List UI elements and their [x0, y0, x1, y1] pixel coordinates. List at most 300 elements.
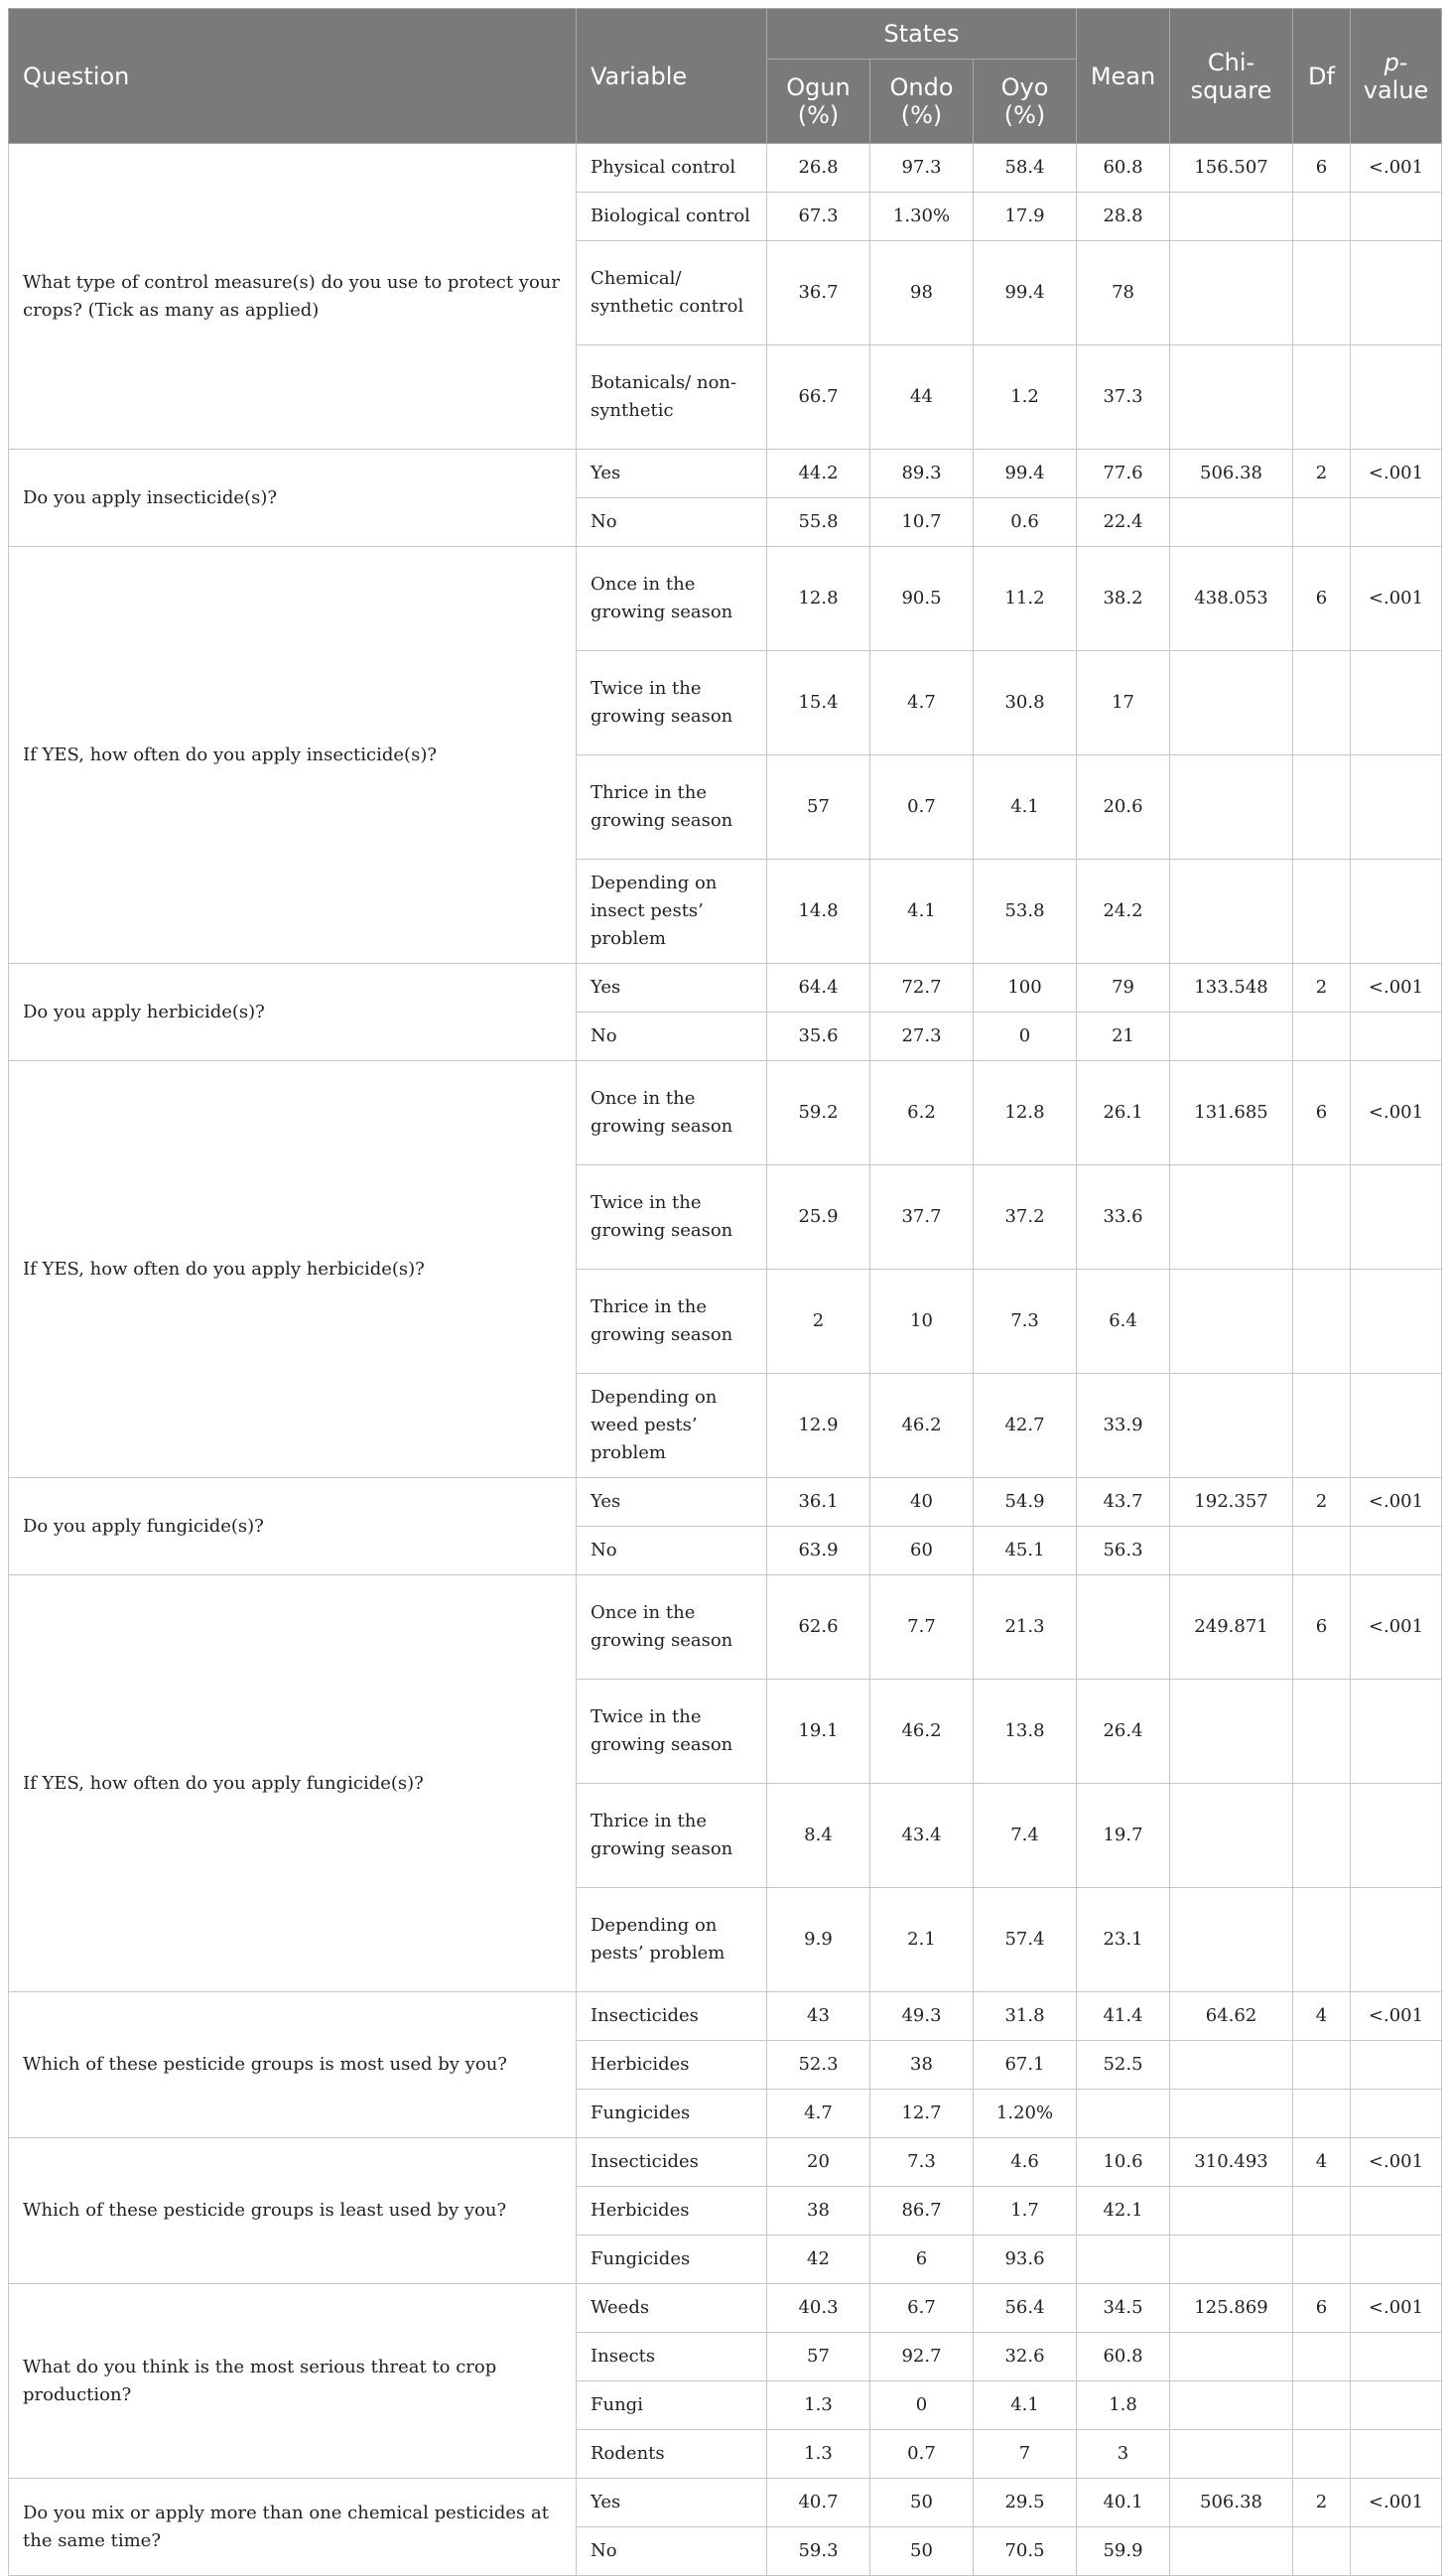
table-row — [9, 964, 1442, 1013]
chi-square-cell-empty — [1170, 2381, 1293, 2430]
mean-cell: 26.1 — [1077, 1061, 1170, 1165]
chi-square-cell-empty — [1170, 2333, 1293, 2381]
table-row — [9, 1061, 1442, 1165]
ondo-cell: 92.7 — [870, 2333, 974, 2381]
variable-cell: No — [577, 2527, 767, 2576]
p-value-cell-empty — [1351, 1270, 1442, 1374]
ogun-cell: 64.4 — [767, 964, 870, 1013]
ondo-cell: 86.7 — [870, 2187, 974, 2236]
header-p-letter: p — [1383, 48, 1399, 76]
question-cell: Which of these pesticide groups is most used by you? — [9, 1992, 577, 2138]
oyo-cell: 0.6 — [974, 498, 1077, 547]
header-oyo: Oyo (%) — [974, 60, 1077, 144]
question-cell: If YES, how often do you apply insecticide(s)? — [9, 547, 577, 964]
ogun-cell: 40.3 — [767, 2284, 870, 2333]
p-value-cell: <.001 — [1351, 964, 1442, 1013]
variable-cell: Rodents — [577, 2430, 767, 2479]
variable-cell: Herbicides — [577, 2187, 767, 2236]
p-value-cell-empty — [1351, 1784, 1442, 1888]
df-cell-empty — [1293, 2090, 1351, 2138]
chi-square-cell: 506.38 — [1170, 450, 1293, 498]
mean-cell: 77.6 — [1077, 450, 1170, 498]
variable-cell: Thrice in the growing season — [577, 755, 767, 860]
variable-cell: Thrice in the growing season — [577, 1270, 767, 1374]
p-value-cell-empty — [1351, 241, 1442, 345]
chi-square-cell: 133.548 — [1170, 964, 1293, 1013]
ondo-cell: 40 — [870, 1478, 974, 1527]
chi-square-cell-empty — [1170, 498, 1293, 547]
variable-cell: Botanicals/ non-synthetic — [577, 345, 767, 450]
df-cell: 2 — [1293, 1478, 1351, 1527]
df-cell: 2 — [1293, 2479, 1351, 2527]
mean-cell: 19.7 — [1077, 1784, 1170, 1888]
table-row — [9, 1478, 1442, 1527]
df-cell: 4 — [1293, 2138, 1351, 2187]
chi-square-cell-empty — [1170, 2236, 1293, 2284]
header-mean: Mean — [1077, 9, 1170, 144]
mean-cell: 6.4 — [1077, 1270, 1170, 1374]
oyo-cell: 93.6 — [974, 2236, 1077, 2284]
variable-cell: No — [577, 1013, 767, 1061]
ondo-cell: 27.3 — [870, 1013, 974, 1061]
oyo-cell: 30.8 — [974, 651, 1077, 755]
chi-square-cell-empty — [1170, 1013, 1293, 1061]
ondo-cell: 72.7 — [870, 964, 974, 1013]
oyo-cell: 45.1 — [974, 1527, 1077, 1575]
mean-cell — [1077, 2236, 1170, 2284]
mean-cell: 37.3 — [1077, 345, 1170, 450]
df-cell-empty — [1293, 2236, 1351, 2284]
variable-cell: Depending on pests’ problem — [577, 1888, 767, 1992]
p-value-cell-empty — [1351, 860, 1442, 964]
mean-cell: 20.6 — [1077, 755, 1170, 860]
ogun-cell: 12.9 — [767, 1374, 870, 1478]
p-value-cell: <.001 — [1351, 1478, 1442, 1527]
df-cell: 2 — [1293, 964, 1351, 1013]
table-row — [9, 144, 1442, 193]
ondo-cell: 97.3 — [870, 144, 974, 193]
df-cell: 6 — [1293, 1061, 1351, 1165]
mean-cell: 43.7 — [1077, 1478, 1170, 1527]
df-cell-empty — [1293, 2187, 1351, 2236]
mean-cell: 26.4 — [1077, 1680, 1170, 1784]
mean-cell — [1077, 1575, 1170, 1680]
variable-cell: Fungi — [577, 2381, 767, 2430]
table-row — [9, 450, 1442, 498]
chi-square-cell: 249.871 — [1170, 1575, 1293, 1680]
question-cell: Which of these pesticide groups is least used by you? — [9, 2138, 577, 2284]
df-cell: 2 — [1293, 450, 1351, 498]
ondo-cell: 37.7 — [870, 1165, 974, 1270]
ogun-cell: 40.7 — [767, 2479, 870, 2527]
p-value-cell-empty — [1351, 1888, 1442, 1992]
p-value-cell-empty — [1351, 2381, 1442, 2430]
ondo-cell: 4.7 — [870, 651, 974, 755]
ogun-cell: 52.3 — [767, 2041, 870, 2090]
ondo-cell: 49.3 — [870, 1992, 974, 2041]
ondo-cell: 7.3 — [870, 2138, 974, 2187]
variable-cell: Insecticides — [577, 2138, 767, 2187]
p-value-cell: <.001 — [1351, 450, 1442, 498]
p-value-cell: <.001 — [1351, 1992, 1442, 2041]
ogun-cell: 1.3 — [767, 2430, 870, 2479]
chi-square-cell: 192.357 — [1170, 1478, 1293, 1527]
chi-square-cell-empty — [1170, 2527, 1293, 2576]
table-row — [9, 1992, 1442, 2041]
df-cell: 6 — [1293, 1575, 1351, 1680]
ogun-cell: 25.9 — [767, 1165, 870, 1270]
mean-cell — [1077, 2090, 1170, 2138]
mean-cell: 34.5 — [1077, 2284, 1170, 2333]
chi-square-cell-empty — [1170, 241, 1293, 345]
p-value-cell-empty — [1351, 345, 1442, 450]
mean-cell: 42.1 — [1077, 2187, 1170, 2236]
chi-square-cell-empty — [1170, 651, 1293, 755]
df-cell: 6 — [1293, 144, 1351, 193]
oyo-cell: 7 — [974, 2430, 1077, 2479]
ogun-cell: 19.1 — [767, 1680, 870, 1784]
ondo-cell: 10 — [870, 1270, 974, 1374]
header-chi-square: Chi-square — [1170, 9, 1293, 144]
ondo-cell: 43.4 — [870, 1784, 974, 1888]
mean-cell: 60.8 — [1077, 144, 1170, 193]
ogun-cell: 42 — [767, 2236, 870, 2284]
table-header — [9, 9, 1442, 144]
df-cell-empty — [1293, 860, 1351, 964]
variable-cell: Chemical/ synthetic control — [577, 241, 767, 345]
ondo-cell: 89.3 — [870, 450, 974, 498]
question-cell: Do you apply herbicide(s)? — [9, 964, 577, 1061]
oyo-cell: 53.8 — [974, 860, 1077, 964]
question-cell: If YES, how often do you apply herbicide(s)? — [9, 1061, 577, 1478]
chi-square-cell: 506.38 — [1170, 2479, 1293, 2527]
ogun-cell: 43 — [767, 1992, 870, 2041]
p-value-cell-empty — [1351, 193, 1442, 241]
chi-square-cell-empty — [1170, 1374, 1293, 1478]
p-value-cell: <.001 — [1351, 144, 1442, 193]
df-cell: 6 — [1293, 2284, 1351, 2333]
oyo-cell: 17.9 — [974, 193, 1077, 241]
chi-square-cell: 131.685 — [1170, 1061, 1293, 1165]
mean-cell: 33.9 — [1077, 1374, 1170, 1478]
ondo-cell: 98 — [870, 241, 974, 345]
p-value-cell-empty — [1351, 2333, 1442, 2381]
ondo-cell: 46.2 — [870, 1374, 974, 1478]
ogun-cell: 36.1 — [767, 1478, 870, 1527]
df-cell-empty — [1293, 1527, 1351, 1575]
mean-cell: 21 — [1077, 1013, 1170, 1061]
variable-cell: Insecticides — [577, 1992, 767, 2041]
variable-cell: Depending on weed pests’ problem — [577, 1374, 767, 1478]
ogun-cell: 20 — [767, 2138, 870, 2187]
df-cell-empty — [1293, 1784, 1351, 1888]
mean-cell: 52.5 — [1077, 2041, 1170, 2090]
oyo-cell: 21.3 — [974, 1575, 1077, 1680]
df-cell-empty — [1293, 1888, 1351, 1992]
oyo-cell: 54.9 — [974, 1478, 1077, 1527]
header-question: Question — [9, 9, 577, 144]
question-cell: Do you mix or apply more than one chemical pesticides at the same time? — [9, 2479, 577, 2576]
chi-square-cell-empty — [1170, 1270, 1293, 1374]
ondo-cell: 38 — [870, 2041, 974, 2090]
oyo-cell: 67.1 — [974, 2041, 1077, 2090]
variable-cell: Once in the growing season — [577, 1575, 767, 1680]
table-row — [9, 547, 1442, 651]
df-cell-empty — [1293, 2381, 1351, 2430]
df-cell-empty — [1293, 1270, 1351, 1374]
variable-cell: Twice in the growing season — [577, 1165, 767, 1270]
chi-square-cell-empty — [1170, 1784, 1293, 1888]
chi-square-cell: 125.869 — [1170, 2284, 1293, 2333]
header-ogun: Ogun (%) — [767, 60, 870, 144]
oyo-cell: 32.6 — [974, 2333, 1077, 2381]
oyo-cell: 12.8 — [974, 1061, 1077, 1165]
ondo-cell: 90.5 — [870, 547, 974, 651]
p-value-cell-empty — [1351, 2430, 1442, 2479]
variable-cell: Weeds — [577, 2284, 767, 2333]
mean-cell: 38.2 — [1077, 547, 1170, 651]
p-value-cell-empty — [1351, 1165, 1442, 1270]
oyo-cell: 56.4 — [974, 2284, 1077, 2333]
variable-cell: Yes — [577, 450, 767, 498]
df-cell-empty — [1293, 1013, 1351, 1061]
p-value-cell-empty — [1351, 1374, 1442, 1478]
chi-square-cell-empty — [1170, 2090, 1293, 2138]
ondo-cell: 2.1 — [870, 1888, 974, 1992]
chi-square-cell-empty — [1170, 1165, 1293, 1270]
p-value-cell-empty — [1351, 1013, 1442, 1061]
ogun-cell: 57 — [767, 2333, 870, 2381]
table-row — [9, 2479, 1442, 2527]
ondo-cell: 44 — [870, 345, 974, 450]
p-value-cell: <.001 — [1351, 547, 1442, 651]
df-cell-empty — [1293, 2333, 1351, 2381]
p-value-cell: <.001 — [1351, 2138, 1442, 2187]
oyo-cell: 70.5 — [974, 2527, 1077, 2576]
chi-square-cell-empty — [1170, 1680, 1293, 1784]
oyo-cell: 0 — [974, 1013, 1077, 1061]
ogun-cell: 15.4 — [767, 651, 870, 755]
variable-cell: Once in the growing season — [577, 547, 767, 651]
ogun-cell: 8.4 — [767, 1784, 870, 1888]
variable-cell: Fungicides — [577, 2236, 767, 2284]
p-value-cell-empty — [1351, 2236, 1442, 2284]
mean-cell: 3 — [1077, 2430, 1170, 2479]
ondo-cell: 7.7 — [870, 1575, 974, 1680]
oyo-cell: 11.2 — [974, 547, 1077, 651]
ondo-cell: 6.2 — [870, 1061, 974, 1165]
ondo-cell: 1.30% — [870, 193, 974, 241]
variable-cell: No — [577, 1527, 767, 1575]
p-value-cell-empty — [1351, 1680, 1442, 1784]
oyo-cell: 31.8 — [974, 1992, 1077, 2041]
df-cell: 4 — [1293, 1992, 1351, 2041]
df-cell-empty — [1293, 2527, 1351, 2576]
table-row — [9, 2284, 1442, 2333]
variable-cell: Once in the growing season — [577, 1061, 767, 1165]
df-cell-empty — [1293, 2430, 1351, 2479]
ogun-cell: 62.6 — [767, 1575, 870, 1680]
ondo-cell: 0 — [870, 2381, 974, 2430]
df-cell-empty — [1293, 498, 1351, 547]
ogun-cell: 66.7 — [767, 345, 870, 450]
oyo-cell: 13.8 — [974, 1680, 1077, 1784]
variable-cell: Depending on insect pests’ problem — [577, 860, 767, 964]
oyo-cell: 58.4 — [974, 144, 1077, 193]
oyo-cell: 100 — [974, 964, 1077, 1013]
p-value-cell-empty — [1351, 498, 1442, 547]
mean-cell: 41.4 — [1077, 1992, 1170, 2041]
variable-cell: Yes — [577, 964, 767, 1013]
ogun-cell: 12.8 — [767, 547, 870, 651]
ondo-cell: 0.7 — [870, 2430, 974, 2479]
p-value-cell: <.001 — [1351, 1575, 1442, 1680]
ogun-cell: 38 — [767, 2187, 870, 2236]
chi-square-cell-empty — [1170, 2041, 1293, 2090]
oyo-cell: 4.1 — [974, 2381, 1077, 2430]
mean-cell: 40.1 — [1077, 2479, 1170, 2527]
p-value-cell-empty — [1351, 2527, 1442, 2576]
p-value-cell-empty — [1351, 2090, 1442, 2138]
mean-cell: 33.6 — [1077, 1165, 1170, 1270]
df-cell-empty — [1293, 1165, 1351, 1270]
oyo-cell: 7.4 — [974, 1784, 1077, 1888]
table-row — [9, 2138, 1442, 2187]
mean-cell: 78 — [1077, 241, 1170, 345]
ogun-cell: 35.6 — [767, 1013, 870, 1061]
chi-square-cell: 64.62 — [1170, 1992, 1293, 2041]
df-cell-empty — [1293, 651, 1351, 755]
p-value-cell-empty — [1351, 1527, 1442, 1575]
chi-square-cell-empty — [1170, 755, 1293, 860]
df-cell-empty — [1293, 2041, 1351, 2090]
ogun-cell: 67.3 — [767, 193, 870, 241]
variable-cell: Physical control — [577, 144, 767, 193]
ondo-cell: 50 — [870, 2479, 974, 2527]
ogun-cell: 44.2 — [767, 450, 870, 498]
ondo-cell: 4.1 — [870, 860, 974, 964]
chi-square-cell: 438.053 — [1170, 547, 1293, 651]
ogun-cell: 36.7 — [767, 241, 870, 345]
chi-square-cell-empty — [1170, 860, 1293, 964]
ogun-cell: 63.9 — [767, 1527, 870, 1575]
variable-cell: Biological control — [577, 193, 767, 241]
mean-cell: 1.8 — [1077, 2381, 1170, 2430]
ogun-cell: 55.8 — [767, 498, 870, 547]
chi-square-cell-empty — [1170, 345, 1293, 450]
mean-cell: 56.3 — [1077, 1527, 1170, 1575]
header-states: States — [767, 9, 1077, 60]
ogun-cell: 1.3 — [767, 2381, 870, 2430]
chi-square-cell-empty — [1170, 2187, 1293, 2236]
ondo-cell: 12.7 — [870, 2090, 974, 2138]
variable-cell: Twice in the growing season — [577, 1680, 767, 1784]
variable-cell: Yes — [577, 2479, 767, 2527]
oyo-cell: 29.5 — [974, 2479, 1077, 2527]
variable-cell: Insects — [577, 2333, 767, 2381]
p-value-cell-empty — [1351, 2187, 1442, 2236]
mean-cell: 23.1 — [1077, 1888, 1170, 1992]
chi-square-cell: 310.493 — [1170, 2138, 1293, 2187]
variable-cell: No — [577, 498, 767, 547]
mean-cell: 28.8 — [1077, 193, 1170, 241]
table-row — [9, 1575, 1442, 1680]
p-value-cell-empty — [1351, 651, 1442, 755]
question-cell: Do you apply fungicide(s)? — [9, 1478, 577, 1575]
header-ondo: Ondo (%) — [870, 60, 974, 144]
p-value-cell: <.001 — [1351, 2479, 1442, 2527]
chi-square-cell-empty — [1170, 2430, 1293, 2479]
variable-cell: Herbicides — [577, 2041, 767, 2090]
question-cell: Do you apply insecticide(s)? — [9, 450, 577, 547]
ondo-cell: 6 — [870, 2236, 974, 2284]
ogun-cell: 57 — [767, 755, 870, 860]
mean-cell: 79 — [1077, 964, 1170, 1013]
ogun-cell: 9.9 — [767, 1888, 870, 1992]
variable-cell: Thrice in the growing season — [577, 1784, 767, 1888]
ondo-cell: 10.7 — [870, 498, 974, 547]
oyo-cell: 1.20% — [974, 2090, 1077, 2138]
chi-square-cell-empty — [1170, 1888, 1293, 1992]
df-cell-empty — [1293, 755, 1351, 860]
header-p-value — [1351, 9, 1442, 144]
oyo-cell: 42.7 — [974, 1374, 1077, 1478]
ogun-cell: 14.8 — [767, 860, 870, 964]
ogun-cell: 26.8 — [767, 144, 870, 193]
chi-square-cell: 156.507 — [1170, 144, 1293, 193]
question-cell: What do you think is the most serious threat to crop production? — [9, 2284, 577, 2479]
oyo-cell: 4.1 — [974, 755, 1077, 860]
ondo-cell: 6.7 — [870, 2284, 974, 2333]
ondo-cell: 50 — [870, 2527, 974, 2576]
oyo-cell: 4.6 — [974, 2138, 1077, 2187]
mean-cell: 24.2 — [1077, 860, 1170, 964]
mean-cell: 10.6 — [1077, 2138, 1170, 2187]
oyo-cell: 37.2 — [974, 1165, 1077, 1270]
p-value-cell-empty — [1351, 2041, 1442, 2090]
df-cell-empty — [1293, 193, 1351, 241]
question-cell: If YES, how often do you apply fungicide(s)? — [9, 1575, 577, 1992]
ondo-cell: 0.7 — [870, 755, 974, 860]
df-cell: 6 — [1293, 547, 1351, 651]
ogun-cell: 2 — [767, 1270, 870, 1374]
df-cell-empty — [1293, 241, 1351, 345]
ogun-cell: 59.2 — [767, 1061, 870, 1165]
df-cell-empty — [1293, 1374, 1351, 1478]
mean-cell: 22.4 — [1077, 498, 1170, 547]
p-value-cell: <.001 — [1351, 1061, 1442, 1165]
df-cell-empty — [1293, 345, 1351, 450]
survey-table — [8, 8, 1442, 2576]
oyo-cell: 99.4 — [974, 241, 1077, 345]
variable-cell: Yes — [577, 1478, 767, 1527]
question-cell: What type of control measure(s) do you use to protect your crops? (Tick as many as applied) — [9, 144, 577, 450]
ogun-cell: 59.3 — [767, 2527, 870, 2576]
oyo-cell: 99.4 — [974, 450, 1077, 498]
ondo-cell: 46.2 — [870, 1680, 974, 1784]
variable-cell: Fungicides — [577, 2090, 767, 2138]
p-value-cell-empty — [1351, 755, 1442, 860]
p-value-cell: <.001 — [1351, 2284, 1442, 2333]
df-cell-empty — [1293, 1680, 1351, 1784]
ogun-cell: 4.7 — [767, 2090, 870, 2138]
oyo-cell: 1.7 — [974, 2187, 1077, 2236]
header-df: Df — [1293, 9, 1351, 144]
mean-cell: 60.8 — [1077, 2333, 1170, 2381]
chi-square-cell-empty — [1170, 193, 1293, 241]
chi-square-cell-empty — [1170, 1527, 1293, 1575]
mean-cell: 59.9 — [1077, 2527, 1170, 2576]
